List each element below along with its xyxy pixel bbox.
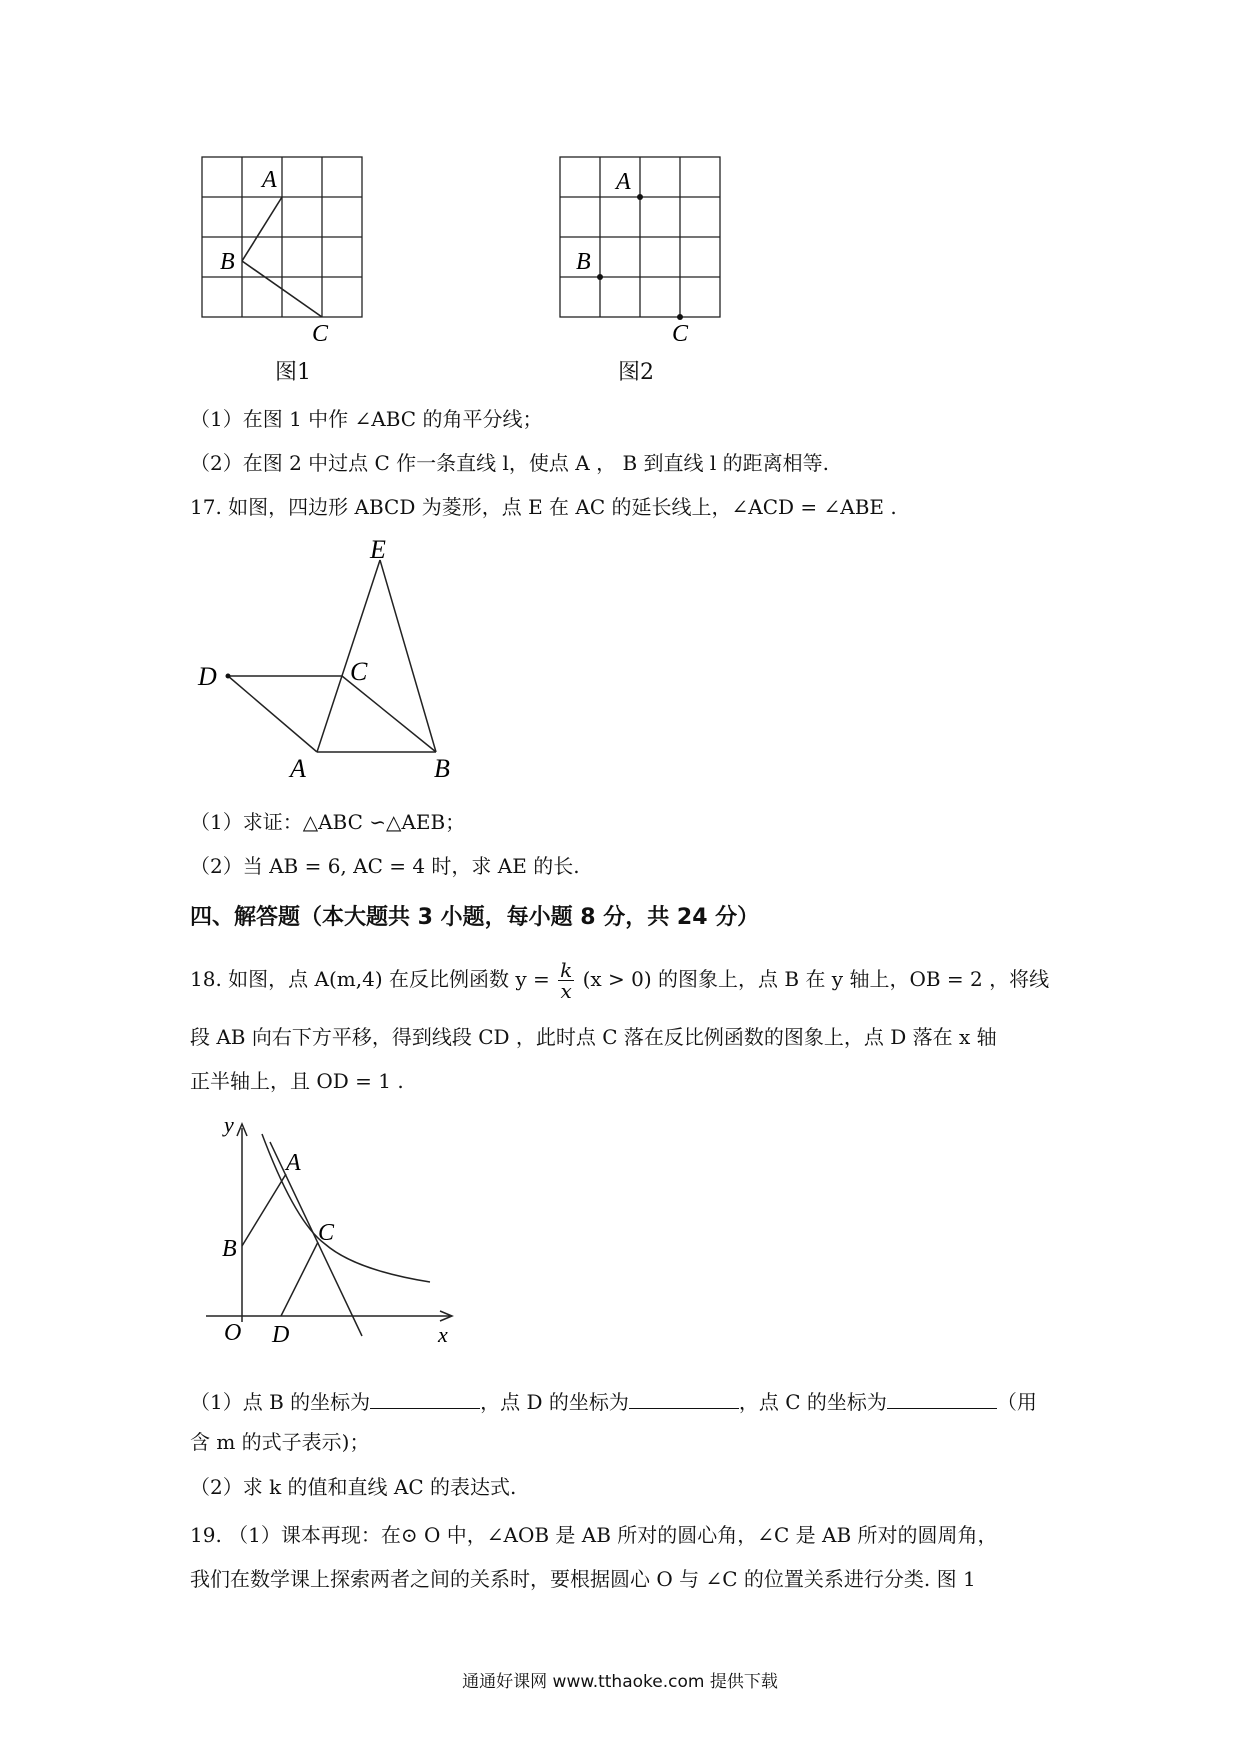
q18-part1-b: ，点 D 的坐标为 (480, 1390, 629, 1414)
q19-line2: 我们在数学课上探索两者之间的关系时，要根据圆心 O 与 ∠C 的位置关系进行分类. 图 1 (190, 1567, 976, 1591)
figure-2-grid (548, 145, 738, 345)
figure-1-grid (190, 145, 380, 345)
q19-line1: 19. （1）课本再现：在⊙ O 中，∠AOB 是 AB 所对的圆心角，∠C 是 AB 所对的圆周角， (190, 1523, 998, 1547)
q18-label-c: C (318, 1220, 335, 1246)
q18-part1-a: （1）点 B 的坐标为 (190, 1390, 371, 1414)
q18-label-x: x (438, 1322, 448, 1347)
q18-label-d: D (272, 1322, 290, 1348)
segment-b-a (242, 197, 282, 261)
q18-fraction-den: x (560, 979, 572, 1003)
figure-q18-graph (200, 1112, 470, 1352)
section-4-heading: 四、解答题（本大题共 3 小题，每小题 8 分，共 24 分） (190, 905, 760, 930)
q17-part2: （2）当 AB = 6, AC = 4 时，求 AE 的长. (190, 854, 580, 878)
q17-label-a: A (290, 754, 306, 780)
q18-label-b: B (222, 1236, 237, 1262)
q18-fraction-num: k (560, 958, 573, 982)
q18-part2: （2）求 k 的值和直线 AC 的表达式. (190, 1475, 517, 1499)
answer-blank-c[interactable] (887, 1386, 997, 1409)
q18-label-y: y (224, 1112, 234, 1137)
q18-stem-line1-b: (x > 0) 的图象上，点 B 在 y 轴上，OB = 2 ，将线 (582, 967, 1050, 991)
figure-2-caption: 图2 (618, 360, 654, 385)
q17-part1: （1）求证：△ABC ∽△AEB； (190, 810, 466, 834)
fig2-label-c: C (672, 321, 689, 345)
q18-fraction (558, 960, 574, 1001)
q16-part2: （2）在图 2 中过点 C 作一条直线 l，使点 A ， B 到直线 l 的距离相等. (190, 451, 829, 475)
q17-stem: 17. 如图，四边形 ABCD 为菱形，点 E 在 AC 的延长线上，∠ACD = ∠ABE . (190, 495, 897, 519)
figure-q17-rhombus (190, 540, 480, 780)
fig1-label-b: B (220, 249, 235, 275)
answer-blank-b[interactable] (370, 1386, 480, 1409)
page-footer: 通通好课网 www.tthaoke.com 提供下载 (462, 1672, 778, 1692)
q18-part1 (190, 1386, 1037, 1417)
fig2-point-b (597, 274, 603, 280)
q16-part1: （1）在图 1 中作 ∠ABC 的角平分线； (190, 407, 543, 431)
q18-part1-c: ，点 C 的坐标为 (738, 1390, 887, 1414)
answer-blank-d[interactable] (629, 1386, 739, 1409)
fig2-label-a: A (616, 169, 631, 195)
segment-ab (242, 1174, 286, 1246)
q18-part1-d: （用 (996, 1390, 1037, 1414)
q18-label-a: A (286, 1150, 301, 1176)
q18-stem-line2: 段 AB 向右下方平移，得到线段 CD ，此时点 C 落在反比例函数的图象上，点 D 落在 x 轴 (190, 1025, 997, 1049)
segment-cd (281, 1242, 318, 1316)
line-ac (270, 1142, 362, 1336)
fig2-point-c (677, 314, 683, 320)
q17-label-b: B (434, 754, 450, 780)
fig1-label-c: C (312, 321, 329, 345)
q18-stem-line1-a: 18. 如图，点 A(m,4) 在反比例函数 y = (190, 967, 550, 991)
q18-part1-line2: 含 m 的式子表示)； (190, 1430, 370, 1454)
q18-stem-line1 (190, 960, 1049, 1001)
q17-label-e: E (370, 540, 386, 564)
fig1-label-a: A (262, 167, 277, 193)
q17-label-c: C (350, 657, 368, 686)
fig2-label-b: B (576, 249, 591, 275)
fig2-point-a (637, 194, 643, 200)
q18-label-o: O (224, 1320, 242, 1346)
q18-stem-line3: 正半轴上，且 OD = 1 . (190, 1069, 404, 1093)
figure-1-caption: 图1 (275, 360, 311, 385)
q17-label-d: D (198, 662, 217, 691)
